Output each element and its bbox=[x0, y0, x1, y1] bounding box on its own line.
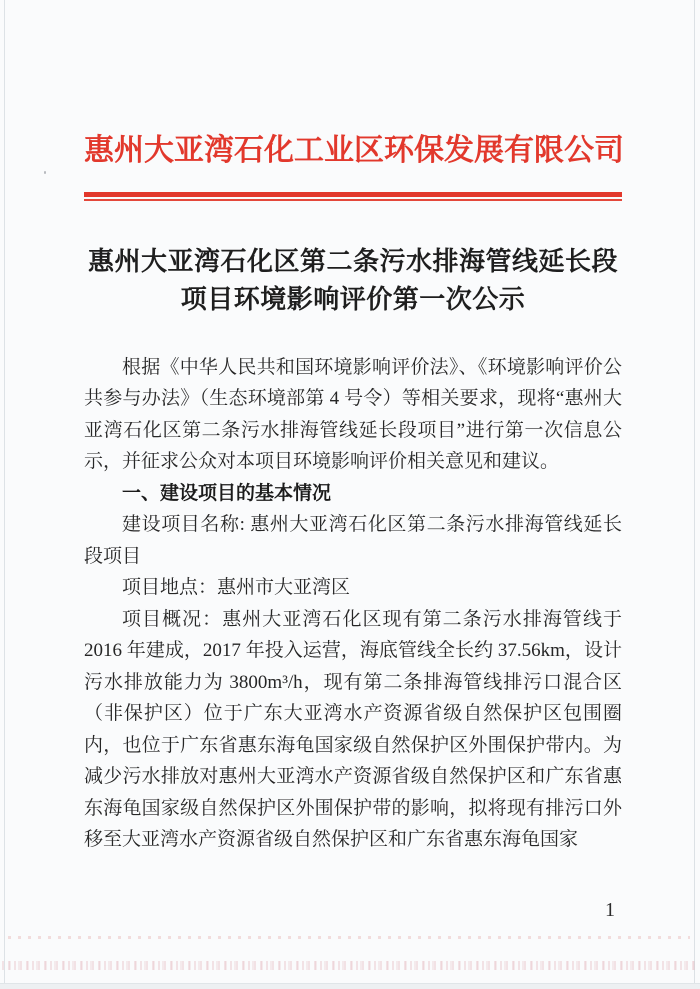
page-number: 1 bbox=[605, 899, 615, 921]
document-title-line1: 惠州大亚湾石化区第二条污水排海管线延长段 bbox=[87, 246, 618, 276]
document-title-line2: 项目环境影响评价第一次公示 bbox=[180, 284, 526, 314]
letterhead-divider-thin-line bbox=[84, 199, 622, 201]
document-title bbox=[84, 243, 622, 319]
scan-artifact-line-upper bbox=[8, 936, 690, 939]
letterhead-divider bbox=[84, 192, 622, 201]
project-location-paragraph: 项目地点：惠州市大亚湾区 bbox=[122, 577, 351, 598]
scan-edge-bottom bbox=[0, 983, 700, 989]
scan-speck-artifact bbox=[44, 171, 46, 174]
company-letterhead: 惠州大亚湾石化工业区环保发展有限公司 bbox=[84, 134, 624, 167]
scan-edge-right bbox=[694, 0, 695, 989]
project-overview-paragraph: 项目概况：惠州大亚湾石化区现有第二条污水排海管线于 2016 年建成，2017 年投入运营，海底管线全长约 37.56km，设计污水排放能力为 3800m³/h，现有第二条排海管线排污口混合区（非保护区）位于广东大亚湾水产资源省级自然保护区包围圈内，也位于广东省惠东海龟国家级自然保护区外围保护带内。为减少污水排放对惠州大亚湾水产资源省级自然保护区和广东省惠东海龟国家级自然保护区外围保护带的影响，拟将现有排污口外移至大亚湾水产资源省级自然保护区和广东省惠东海龟国家 bbox=[84, 608, 622, 850]
section-1-heading: 一、建设项目的基本情况 bbox=[122, 482, 332, 504]
document-content bbox=[84, 0, 622, 856]
intro-paragraph: 根据《中华人民共和国环境影响评价法》、《环境影响评价公共参与办法》（生态环境部第 4 号令）等相关要求，现将“惠州大亚湾石化区第二条污水排海管线延长段项目”进行第一次信息公示，并征求公众对本项目环境影响评价相关意见和建议。 bbox=[84, 356, 622, 472]
project-name-paragraph: 建设项目名称: 惠州大亚湾石化区第二条污水排海管线延长段项目 bbox=[84, 514, 622, 567]
document-body bbox=[84, 352, 622, 856]
letterhead-divider-thick-line bbox=[84, 192, 622, 197]
scan-edge-left bbox=[4, 0, 5, 989]
scan-artifact-line-lower bbox=[2, 961, 696, 970]
